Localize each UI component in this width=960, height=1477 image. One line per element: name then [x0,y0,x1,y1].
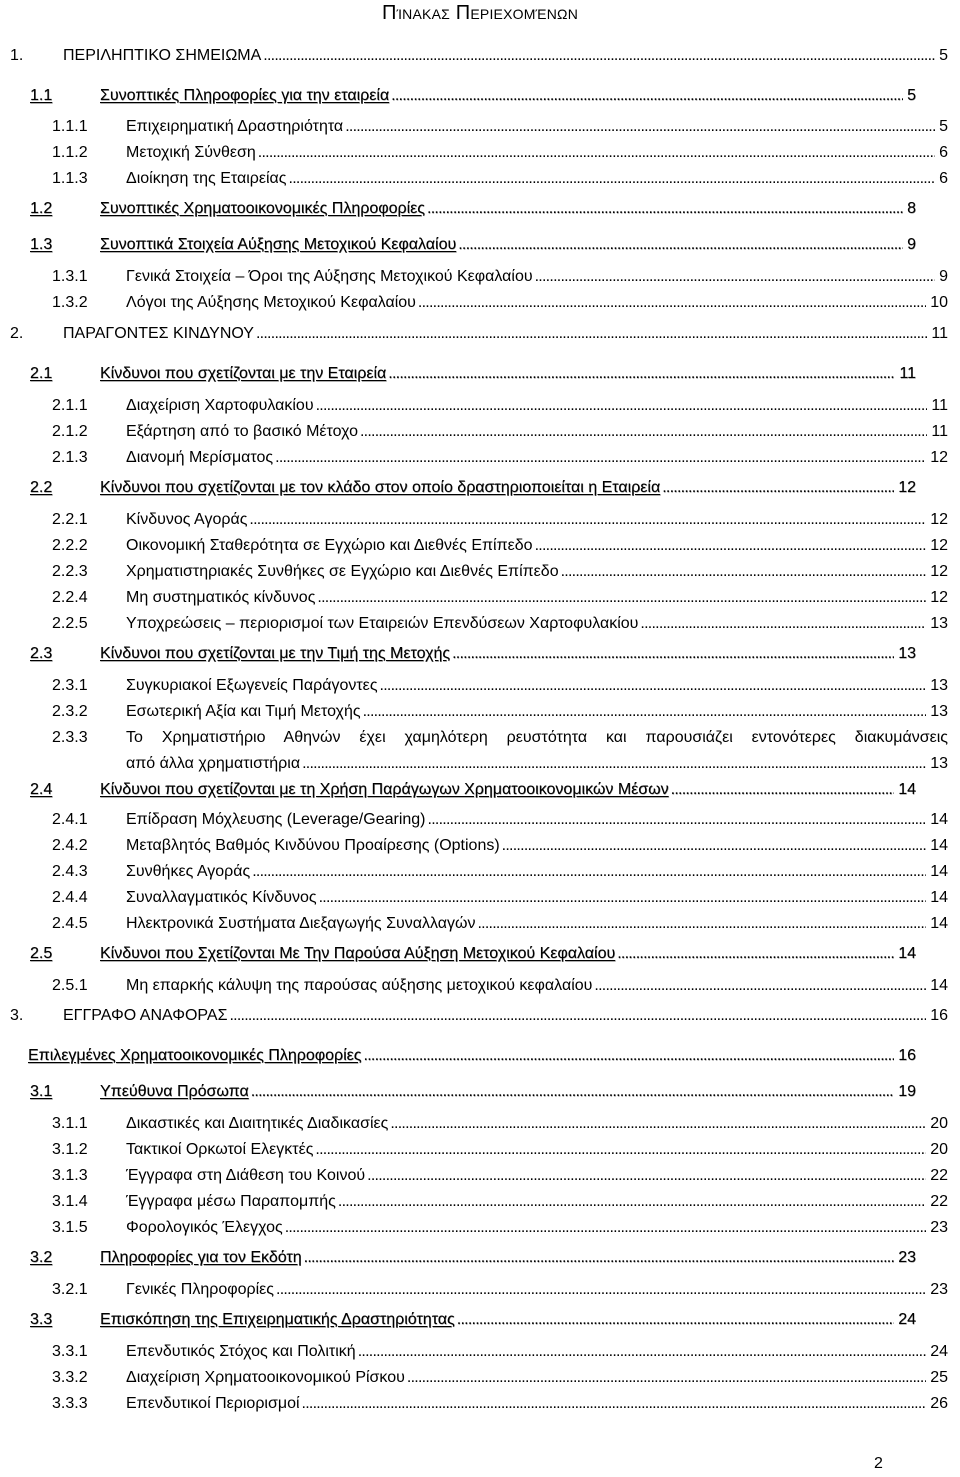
toc-entry-number: 1.1.1 [52,118,88,135]
toc-entry-page: 14 [898,781,916,798]
toc-entry-number: 2.2.3 [52,563,88,580]
toc-entry[interactable] [30,84,916,108]
toc-title: Πίνακας Περιεχομένων [381,2,579,24]
toc-entry-page: 14 [930,889,948,906]
toc-entry[interactable] [52,141,948,165]
toc-entry-page: 14 [898,945,916,962]
dot-leader [477,912,926,936]
toc-entry[interactable] [30,362,916,386]
toc-entry-page: 22 [930,1167,948,1184]
toc-entry-number: 2.3 [30,645,53,662]
toc-entry-number: 3.2 [30,1249,53,1266]
toc-entry[interactable] [30,942,916,966]
toc-entry-page: 24 [930,1343,948,1360]
toc-entry-page: 16 [930,1007,948,1024]
toc-entry-title: Μη συστηματικός κίνδυνος [126,589,316,606]
toc-entry-page: 5 [907,87,916,104]
toc-entry-page: 5 [939,47,948,64]
dot-leader [276,1278,926,1302]
toc-entry-title: Κίνδυνοι που σχετίζονται με την Τιμή της Μετοχής [100,645,451,662]
dot-leader [561,560,927,584]
dot-leader [617,942,894,966]
toc-entry-title: Εσωτερική Αξία και Τιμή Μετοχής [126,703,361,720]
toc-entry[interactable] [52,1190,948,1214]
dot-leader [502,834,927,858]
toc-entry-title: Διανομή Μερίσματος [126,449,274,466]
dot-leader [302,1392,927,1416]
toc-entry[interactable] [52,912,948,936]
toc-entry-number: 1.2 [30,200,53,217]
toc-entry[interactable] [52,1340,948,1364]
toc-entry-number: 3.1.4 [52,1193,88,1210]
toc-entry[interactable] [52,860,948,884]
toc-entry-page: 16 [898,1047,916,1064]
toc-entry-number: 3.2.1 [52,1281,88,1298]
dot-leader [407,1366,926,1390]
toc-entry-title: Έγγραφα μέσω Παραπομπής [126,1193,336,1210]
toc-entry[interactable] [30,197,916,221]
toc-entry-title: Δικαστικές και Διαιτητικές Διαδικασίες [126,1115,389,1132]
toc-entry-title: Επιχειρηματική Δραστηριότητα [126,118,344,135]
toc-entry-title: Υπεύθυνα Πρόσωπα [100,1083,249,1100]
toc-entry[interactable] [30,1308,916,1332]
toc-entry-number: 3.1 [30,1083,53,1100]
toc-entry[interactable] [52,808,948,832]
toc-entry-title: Τακτικοί Ορκωτοί Ελεγκτές [126,1141,314,1158]
toc-entry-number: 2.2.5 [52,615,88,632]
dot-leader [302,752,926,776]
toc-entry-page: 11 [931,397,948,414]
toc-entry[interactable] [52,1278,948,1302]
toc-entry-number: 1.1 [30,87,53,104]
toc-entry[interactable] [10,322,948,346]
dot-leader [594,974,926,998]
toc-entry-title: Χρηματιστηριακές Συνθήκες σε Εγχώριο και Διεθνές Επίπεδο [126,563,559,580]
toc-entry-title: Συγκυριακοί Εξωγενείς Παράγοντες [126,677,378,694]
toc-entry-number: 3.1.2 [52,1141,88,1158]
toc-entry-number: 1.1.2 [52,144,88,161]
toc-entry-page: 5 [939,118,948,135]
toc-entry[interactable] [52,586,948,610]
toc-entry-number: 1.1.3 [52,170,88,187]
toc-entry-title: Επισκόπηση της Επιχειρηματικής Δραστηριότητας [100,1311,455,1328]
toc-entry[interactable] [52,534,948,558]
toc-entry-page: 14 [930,837,948,854]
toc-entry-number: 1.3.2 [52,294,88,311]
dot-leader [391,84,903,108]
toc-entry-page: 23 [930,1281,948,1298]
toc-entry[interactable] [52,726,948,750]
toc-entry-title: Μετοχική Σύνθεση [126,144,256,161]
toc-entry-page: 12 [930,563,948,580]
dot-leader [251,1080,895,1104]
dot-leader [458,233,903,257]
toc-entry-title: Το Χρηματιστήριο Αθηνών έχει χαμηλότερη ρευστότητα και παρουσιάζει εντονότερες διακυμάνσεις [126,729,948,746]
toc-entry-title: Εξάρτηση από το βασικό Μέτοχο [126,423,358,440]
toc-entry-title: Γενικές Πληροφορίες [126,1281,275,1298]
toc-entry-page: 11 [931,423,948,440]
toc-entry-page: 25 [930,1369,948,1386]
toc-entry[interactable] [52,291,948,315]
dot-leader [380,674,927,698]
toc-entry-title: Μη επαρκής κάλυψη της παρούσας αύξησης μετοχικού κεφαλαίου [126,977,593,994]
toc-entry-title: ΕΓΓΡΑΦΟ ΑΝΑΦΟΡΑΣ [63,1007,228,1024]
toc-entry[interactable] [52,1164,948,1188]
toc-entry-title: Διαχείριση Χαρτοφυλακίου [126,397,314,414]
toc-entry-page: 14 [930,977,948,994]
toc-entry[interactable] [30,476,916,500]
toc-entry-title: ΠΕΡΙΛΗΠΤΙΚΟ ΣΗΜΕΙΩΜΑ [63,47,262,64]
toc-entry-page: 12 [930,511,948,528]
toc-entry-title: Επενδυτικοί Περιορισμοί [126,1395,300,1412]
toc-entry-number: 2.2 [30,479,53,496]
toc-entry-number: 2.1 [30,365,53,382]
toc-entry-title: Έγγραφα στη Διάθεση του Κοινού [126,1167,366,1184]
dot-leader [640,612,926,636]
dot-leader [258,141,935,165]
toc-entry-page: 9 [907,236,916,253]
toc-entry-title: Φορολογικός Έλεγχος [126,1219,283,1236]
dot-leader [428,808,927,832]
toc-entry-number: 3.1.5 [52,1219,88,1236]
dot-leader [315,1138,926,1162]
toc-entry-page: 13 [930,755,948,772]
dot-leader [338,1190,926,1214]
toc-entry-number: 2.5 [30,945,53,962]
dot-leader [275,446,926,470]
toc-entry-title: Διοίκηση της Εταιρείας [126,170,287,187]
toc-entry[interactable] [52,1112,948,1136]
toc-entry-title: ΠΑΡΑΓΟΝΤΕΣ ΚΙΝΔΥΝΟΥ [63,325,254,342]
toc-entry[interactable] [52,834,948,858]
toc-entry-page: 6 [939,170,948,187]
toc-entry-page: 11 [899,365,916,382]
dot-leader [364,1044,895,1068]
dot-leader [360,420,927,444]
toc-entry[interactable] [52,612,948,636]
toc-entry[interactable] [10,1004,948,1028]
page-number: 2 [874,1455,883,1472]
toc-entry-page: 13 [930,615,948,632]
toc-entry-page: 6 [939,144,948,161]
dot-leader [285,1216,927,1240]
toc-entry-title: Κίνδυνοι που σχετίζονται με τον κλάδο στον οποίο δραστηριοποιείται η Εταιρεία [100,479,661,496]
toc-entry-page: 9 [939,268,948,285]
toc-entry-title: Συνοπτικές Πληροφορίες για την εταιρεία [100,87,390,104]
toc-entry-page: 8 [907,200,916,217]
toc-entry-page: 20 [930,1141,948,1158]
dot-leader [671,778,895,802]
dot-leader [367,1164,926,1188]
dot-leader [256,322,927,346]
toc-entry[interactable] [52,700,948,724]
toc-entry-page: 23 [930,1219,948,1236]
toc-entry-title: Συνοπτικά Στοιχεία Αύξησης Μετοχικού Κεφαλαίου [100,236,457,253]
toc-entry[interactable] [52,1138,948,1162]
toc-entry-number: 3.3.1 [52,1343,88,1360]
toc-entry-page: 24 [898,1311,916,1328]
toc-entry-number: 3.3 [30,1311,53,1328]
toc-entry-continuation[interactable] [126,752,948,776]
toc-entry-title: Κίνδυνος Αγοράς [126,511,248,528]
toc-entry[interactable] [52,974,948,998]
toc-entry-page: 13 [898,645,916,662]
toc-entry-title: Γενικά Στοιχεία – Όροι της Αύξησης Μετοχικού Κεφαλαίου [126,268,533,285]
toc-entry[interactable] [52,1216,948,1240]
dot-leader [388,362,895,386]
toc-entry-title: Συναλλαγματικός Κίνδυνος [126,889,317,906]
toc-entry[interactable] [52,167,948,191]
toc-entry-page: 12 [898,479,916,496]
dot-leader [249,508,926,532]
toc-entry-page: 12 [930,589,948,606]
toc-entry-page: 22 [930,1193,948,1210]
toc-entry[interactable] [30,1246,916,1270]
toc-entry-title: Ηλεκτρονικά Συστήματα Διεξαγωγής Συναλλαγών [126,915,476,932]
dot-leader [229,1004,926,1028]
toc-entry[interactable] [52,674,948,698]
toc-entry[interactable] [28,1044,916,1068]
toc-entry-number: 2.4 [30,781,53,798]
dot-leader [457,1308,894,1332]
dot-leader [316,394,928,418]
dot-leader [319,886,927,910]
toc-entry-number: 1.3.1 [52,268,88,285]
toc-entry[interactable] [52,1392,948,1416]
toc-entry-title: Συνοπτικές Χρηματοοικονομικές Πληροφορίες [100,200,425,217]
toc-entry-page: 12 [930,537,948,554]
toc-entry-page: 14 [930,915,948,932]
toc-entry-page: 13 [930,703,948,720]
toc-entry[interactable] [52,115,948,139]
toc-entry-page: 14 [930,863,948,880]
toc-entry-title: Μεταβλητός Βαθμός Κινδύνου Προαίρεσης (Options) [126,837,500,854]
toc-entry[interactable] [52,508,948,532]
toc-entry-number: 2.2.1 [52,511,88,528]
toc-entry-number: 2.1.2 [52,423,88,440]
dot-leader [418,291,926,315]
toc-entry-number: 2.2.4 [52,589,88,606]
toc-entry-page: 23 [898,1249,916,1266]
toc-entry-number: 2.4.3 [52,863,88,880]
toc-entry-title: Διαχείριση Χρηματοοικονομικού Ρίσκου [126,1369,405,1386]
toc-entry[interactable] [52,560,948,584]
toc-entry[interactable] [52,1366,948,1390]
dot-leader [304,1246,895,1270]
toc-entry-number: 2.4.5 [52,915,88,932]
toc-entry-number: 3. [10,1007,24,1024]
toc-entry-number: 2.2.2 [52,537,88,554]
toc-entry-number: 3.1.1 [52,1115,88,1132]
toc-entry[interactable] [52,446,948,470]
dot-leader [535,534,927,558]
toc-entry-number: 2. [10,325,24,342]
dot-leader [345,115,935,139]
toc-entry[interactable] [30,642,916,666]
toc-entry-page: 26 [930,1395,948,1412]
toc-entry-title: Επενδυτικός Στόχος και Πολιτική [126,1343,356,1360]
toc-entry-title: Πληροφορίες για τον Εκδότη [100,1249,302,1266]
toc-entry-page: 12 [930,449,948,466]
toc-entry-number: 2.4.2 [52,837,88,854]
toc-entry-number: 2.3.3 [52,729,88,746]
toc-entry-page: 13 [930,677,948,694]
toc-entry-title: Επίδραση Μόχλευσης (Leverage/Gearing) [126,811,426,828]
dot-leader [535,265,935,289]
toc-entry-title: Υποχρεώσεις – περιορισμοί των Εταιρειών Επενδύσεων Χαρτοφυλακίου [126,615,639,632]
toc-entry-number: 3.3.3 [52,1395,88,1412]
toc-entry-number: 3.1.3 [52,1167,88,1184]
toc-entry-title: Κίνδυνοι που σχετίζονται με την Εταιρεία [100,365,387,382]
dot-leader [662,476,894,500]
dot-leader [363,700,927,724]
dot-leader [252,860,926,884]
toc-entry-title: Συνθήκες Αγοράς [126,863,251,880]
toc-entry-page: 10 [930,294,948,311]
toc-entry-number: 2.3.2 [52,703,88,720]
toc-entry-number: 2.4.1 [52,811,88,828]
toc-entry-title: Επιλεγμένες Χρηματοοικονομικές Πληροφορίες [28,1047,362,1064]
toc-entry-page: 20 [930,1115,948,1132]
dot-leader [317,586,926,610]
toc-entry-page: 11 [931,325,948,342]
toc-entry[interactable] [52,886,948,910]
toc-entry-title: Κίνδυνοι που σχετίζονται με τη Χρήση Παράγωγων Χρηματοοικονομικών Μέσων [100,781,669,798]
toc-entry-title: Κίνδυνοι που Σχετίζονται Με Την Παρούσα Αύξηση Μετοχικού Κεφαλαίου [100,945,616,962]
dot-leader [289,167,936,191]
toc-entry-title: Λόγοι της Αύξησης Μετοχικού Κεφαλαίου [126,294,416,311]
toc-entry-page: 14 [930,811,948,828]
dot-leader [358,1340,927,1364]
toc-entry-number: 2.3.1 [52,677,88,694]
toc-entry[interactable] [30,1080,916,1104]
dot-leader [427,197,903,221]
toc-entry-title-continued: από άλλα χρηματιστήρια [126,755,301,772]
toc-entry[interactable] [10,44,948,68]
toc-entry-number: 1.3 [30,236,53,253]
toc-entry-number: 1. [10,47,24,64]
dot-leader [263,44,935,68]
toc-entry[interactable] [52,394,948,418]
toc-entry[interactable] [52,265,948,289]
toc-entry[interactable] [30,778,916,802]
toc-entry[interactable] [30,233,916,257]
toc-entry-number: 3.3.2 [52,1369,88,1386]
toc-entry-number: 2.5.1 [52,977,88,994]
toc-entry-number: 2.1.1 [52,397,88,414]
toc-entry-number: 2.4.4 [52,889,88,906]
toc-entry[interactable] [52,420,948,444]
toc-entry-page: 19 [898,1083,916,1100]
dot-leader [390,1112,926,1136]
dot-leader [452,642,894,666]
toc-entry-number: 2.1.3 [52,449,88,466]
toc-entry-title: Οικονομική Σταθερότητα σε Εγχώριο και Διεθνές Επίπεδο [126,537,533,554]
